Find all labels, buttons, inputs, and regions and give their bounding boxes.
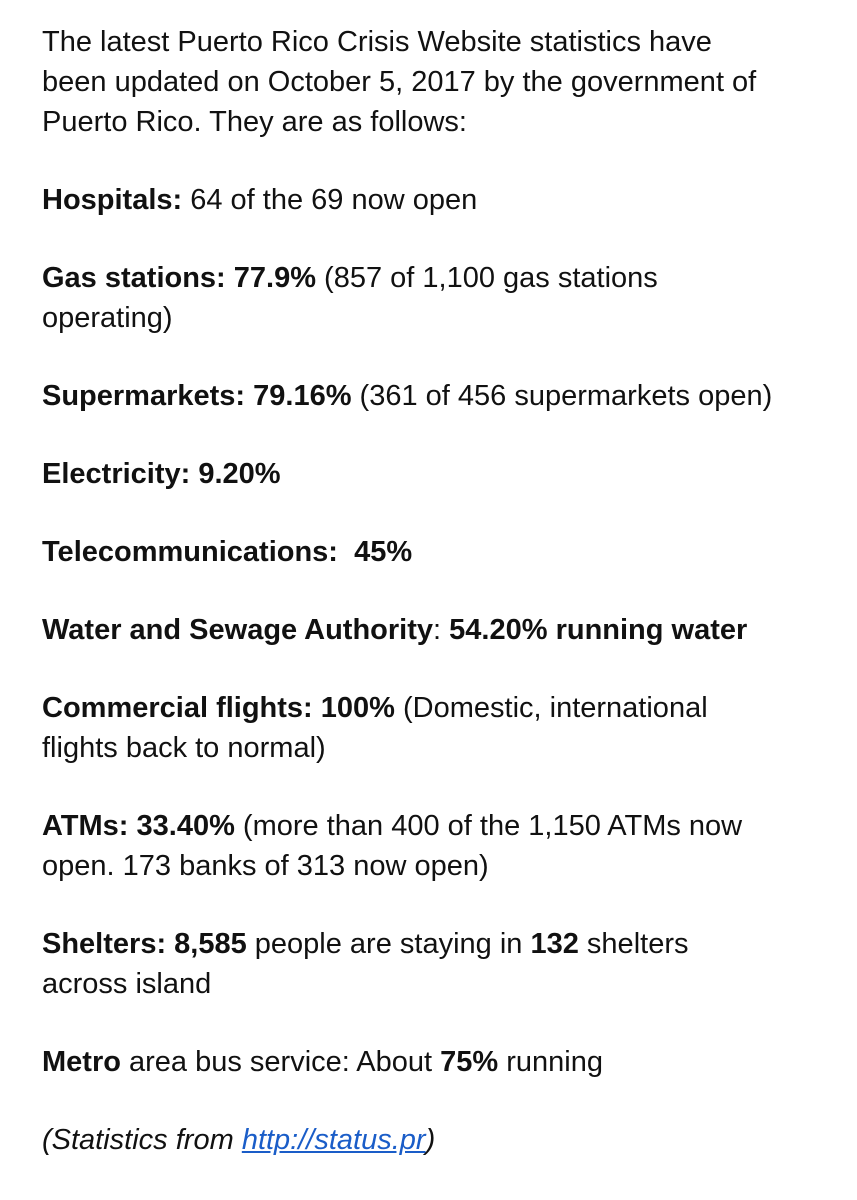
hospitals-label: Hospitals: — [42, 184, 183, 216]
shelters-stat — [42, 924, 847, 1004]
atms-text: (more than 400 of the 1,150 ATMs now — [234, 810, 743, 842]
intro-paragraph — [42, 22, 847, 142]
metro-label: Metro — [42, 1046, 121, 1078]
telecom-stat — [42, 532, 847, 572]
metro-text-a: area bus service: About — [120, 1046, 441, 1078]
gas-stations-label: Gas stations: 77.9% — [42, 262, 316, 294]
atms-label: ATMs: 33.40% — [42, 810, 235, 842]
shelters-count: 132 — [530, 928, 579, 960]
source-prefix: (Statistics from — [42, 1124, 242, 1156]
metro-stat — [42, 1042, 847, 1082]
shelters-text-b: shelters — [578, 928, 689, 960]
electricity-label: Electricity: 9.20% — [42, 458, 281, 490]
flights-stat — [42, 688, 847, 768]
flights-text: (Domestic, international — [394, 692, 708, 724]
metro-value: 75% — [440, 1046, 499, 1078]
water-value: 54.20% running water — [449, 614, 748, 646]
atms-stat — [42, 806, 847, 886]
gas-stations-text: (857 of 1,100 gas stations — [316, 262, 658, 294]
flights-label: Commercial flights: 100% — [42, 692, 395, 724]
metro-text-b: running — [498, 1046, 603, 1078]
supermarkets-label: Supermarkets: 79.16% — [42, 380, 352, 412]
document-body — [42, 22, 847, 1160]
intro-line-2: been updated on October 5, 2017 by the government of — [42, 66, 757, 98]
water-label: Water and Sewage Authority — [42, 614, 434, 646]
shelters-text-2: across island — [42, 968, 212, 1000]
supermarkets-stat — [42, 376, 847, 416]
gas-stations-text-2: operating) — [42, 302, 173, 334]
hospitals-text: 64 of the 69 now open — [182, 184, 478, 216]
intro-line-3: Puerto Rico. They are as follows: — [42, 106, 467, 138]
water-colon: : — [433, 614, 450, 646]
supermarkets-text: (361 of 456 supermarkets open) — [351, 380, 773, 412]
source-note — [42, 1120, 847, 1160]
hospitals-stat — [42, 180, 847, 220]
source-suffix: ) — [425, 1124, 436, 1156]
gas-stations-stat — [42, 258, 847, 338]
water-stat — [42, 610, 847, 650]
shelters-text-a: people are staying in — [246, 928, 531, 960]
atms-text-2: open. 173 banks of 313 now open) — [42, 850, 489, 882]
flights-text-2: flights back to normal) — [42, 732, 326, 764]
shelters-label: Shelters: 8,585 — [42, 928, 247, 960]
intro-line-1: The latest Puerto Rico Crisis Website statistics have — [42, 26, 712, 58]
telecom-label: Telecommunications: 45% — [42, 536, 413, 568]
source-link[interactable]: http://status.pr — [241, 1124, 426, 1156]
electricity-stat — [42, 454, 847, 494]
